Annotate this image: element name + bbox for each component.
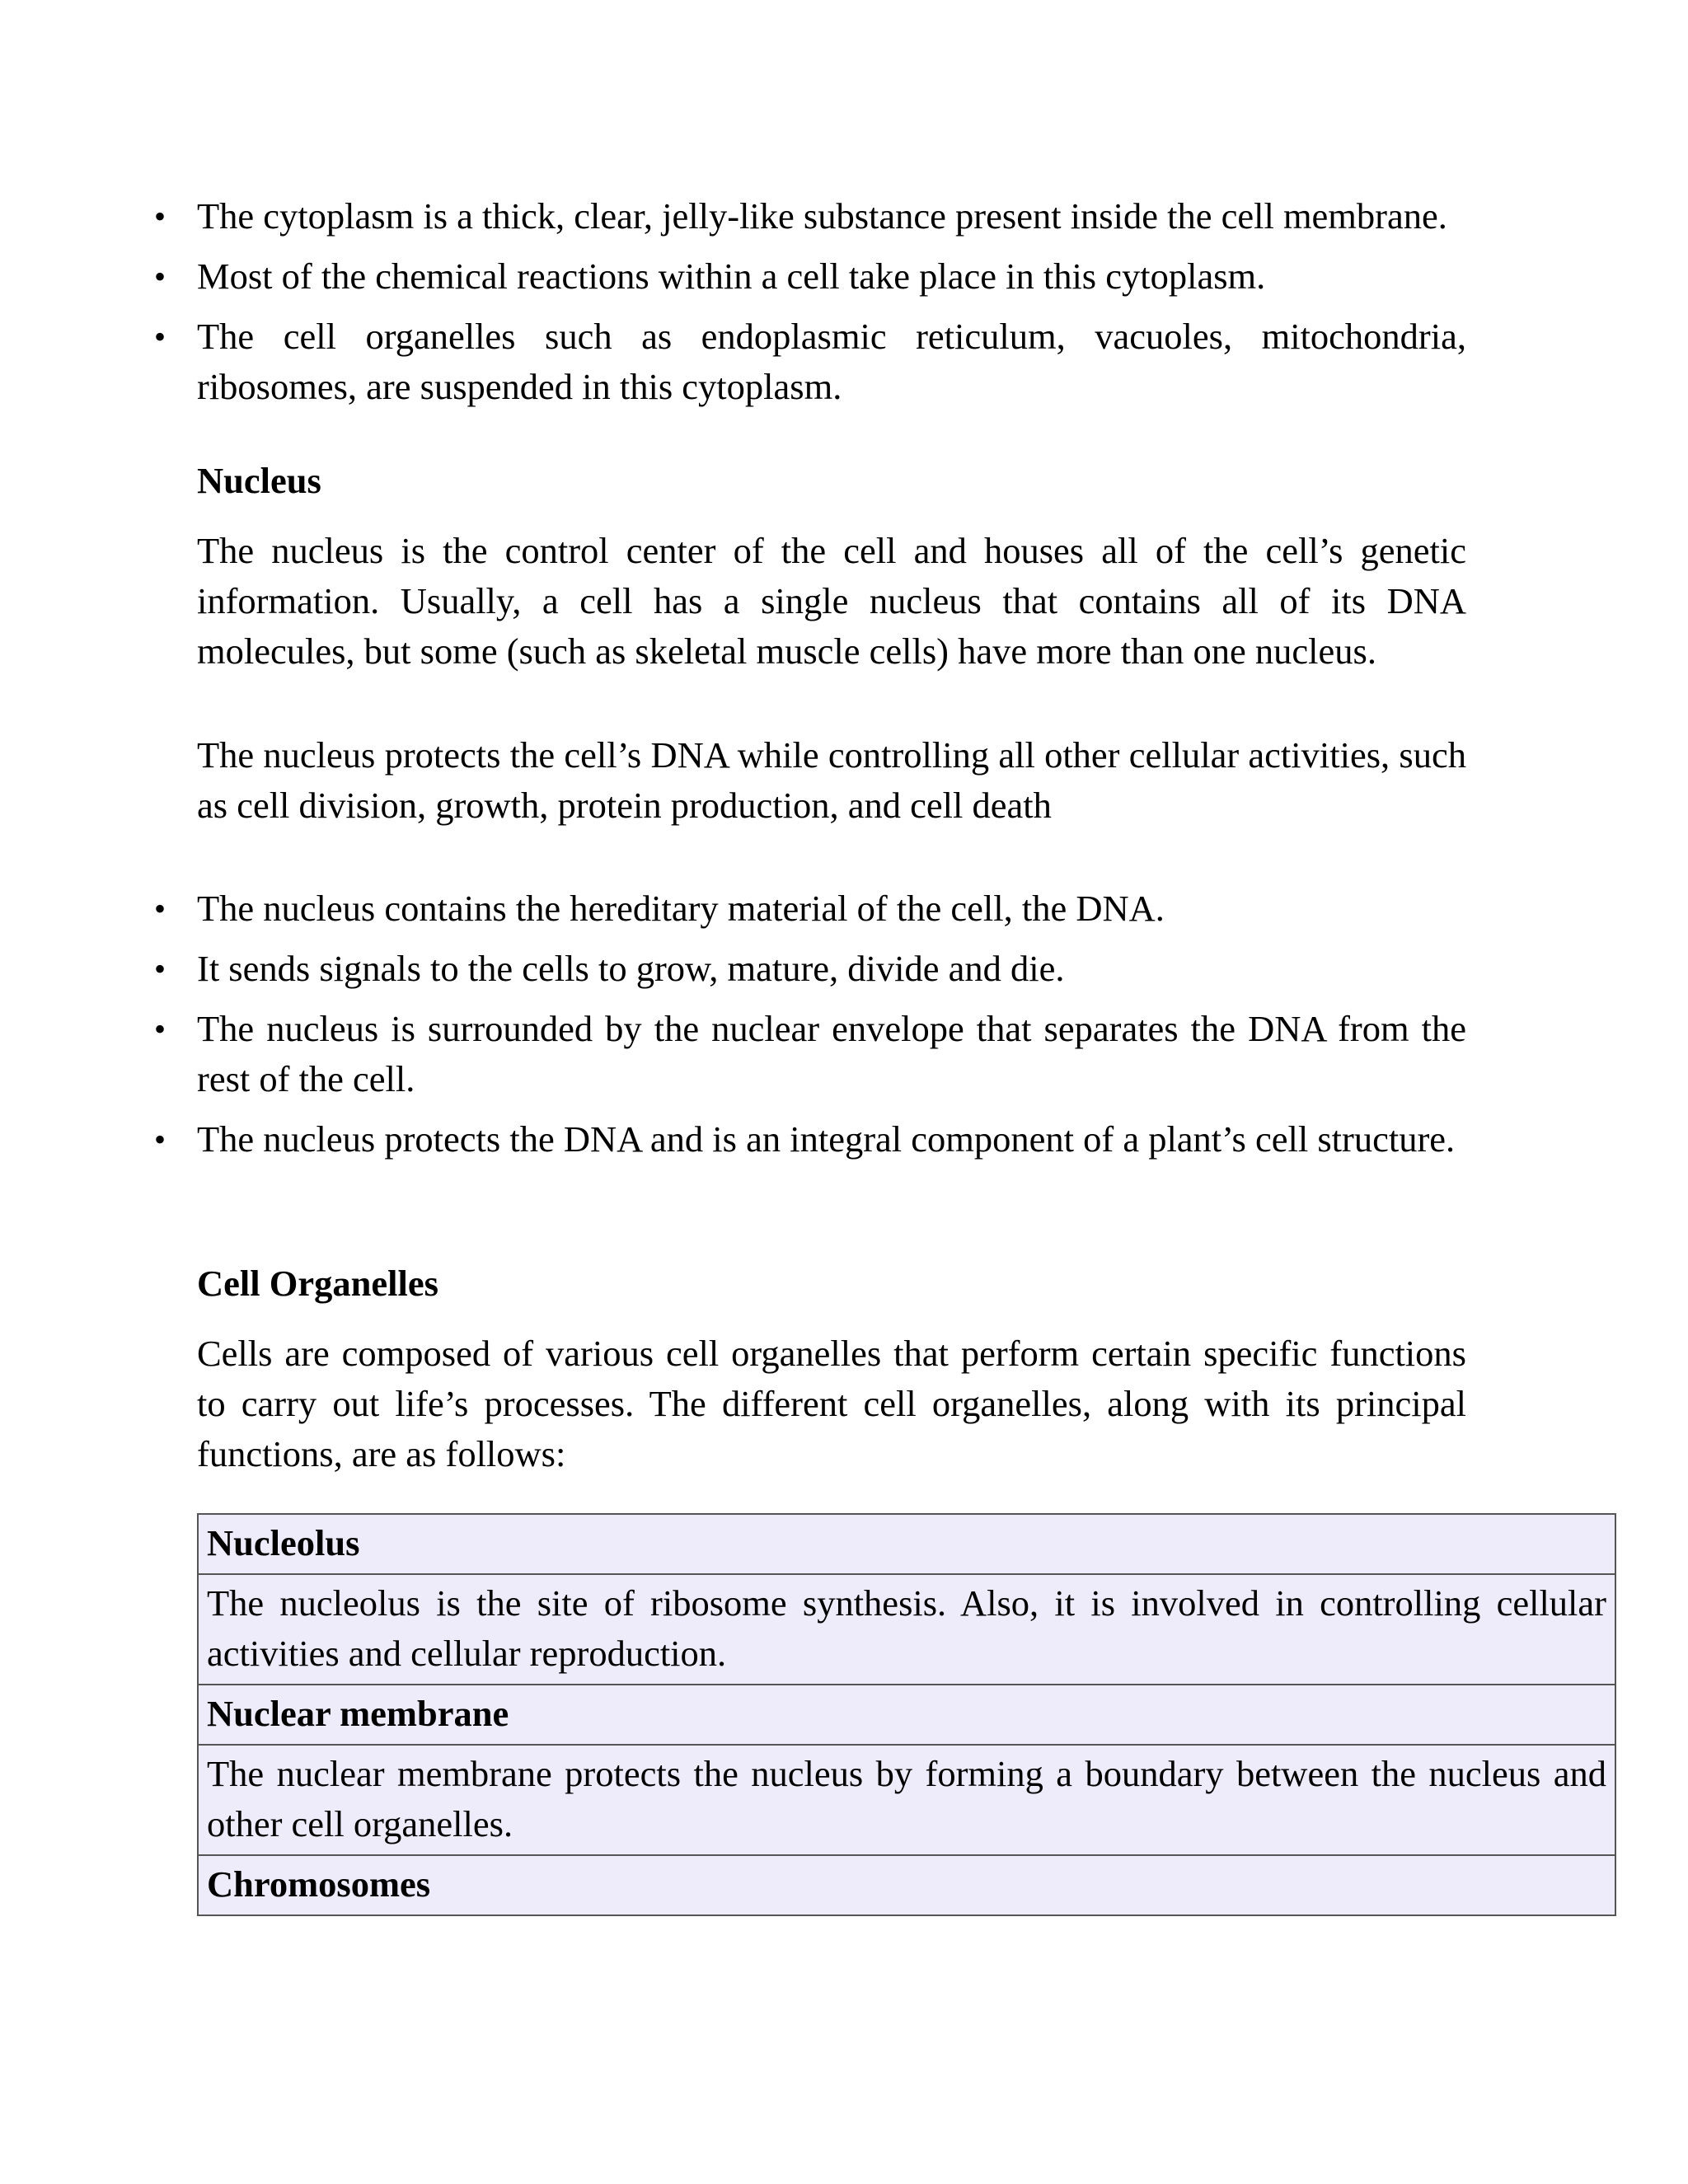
table-row xyxy=(198,1685,1615,1745)
bullet-icon: • xyxy=(153,318,166,355)
bullet-icon: • xyxy=(153,1121,166,1158)
cell-organelles-intro: Cells are composed of various cell organelles that perform certain specific functions to carry out life’s processes. The different cell organelles, along with its principal functions, are as follows: xyxy=(197,1333,1466,1474)
bullet-icon: • xyxy=(153,258,166,295)
nucleus-bullet-text: The nucleus is surrounded by the nuclear envelope that separates the DNA from the rest of the cell. xyxy=(197,1008,1466,1099)
cytoplasm-bullet-text: The cell organelles such as endoplasmic reticulum, vacuoles, mitochondria, ribosomes, are suspended in this cytoplasm. xyxy=(197,316,1466,407)
list-item xyxy=(153,251,1466,302)
bullet-icon: • xyxy=(153,950,166,987)
table-row xyxy=(198,1855,1615,1915)
nucleus-paragraph-1: The nucleus is the control center of the cell and houses all of the cell’s genetic information. Usually, a cell has a single nucleus that contains all of its DNA molecules, but some (such as skeletal muscle cells) have more than one nucleus. xyxy=(197,530,1466,672)
bullet-icon: • xyxy=(153,890,166,927)
table-row xyxy=(198,1745,1615,1855)
organelle-name-cell: Nuclear membrane xyxy=(198,1685,1615,1745)
nucleus-paragraph-2: The nucleus protects the cell’s DNA while controlling all other cellular activities, such as cell division, growth, protein production, and cell death xyxy=(197,734,1466,826)
nucleus-bullet-text: The nucleus protects the DNA and is an integral component of a plant’s cell structure. xyxy=(197,1118,1456,1160)
cytoplasm-bullet-text: Most of the chemical reactions within a cell take place in this cytoplasm. xyxy=(197,255,1266,297)
organelle-description-cell: The nucleolus is the site of ribosome synthesis. Also, it is involved in controlling cellular activities and cellular reproduction. xyxy=(198,1574,1615,1685)
table-row xyxy=(198,1574,1615,1685)
organelle-name-cell: Chromosomes xyxy=(198,1855,1615,1915)
list-item xyxy=(153,883,1466,934)
table-row xyxy=(198,1514,1615,1574)
list-item xyxy=(153,1114,1466,1165)
nucleus-bullet-text: It sends signals to the cells to grow, mature, divide and die. xyxy=(197,948,1065,989)
list-item xyxy=(153,1004,1466,1104)
cytoplasm-bullet-list xyxy=(153,191,1466,412)
organelle-table xyxy=(197,1513,1616,1916)
bullet-icon: • xyxy=(153,1010,166,1047)
organelle-name-cell: Nucleolus xyxy=(198,1514,1615,1574)
nucleus-bullet-list xyxy=(153,883,1466,1165)
organelle-description-cell: The nuclear membrane protects the nucleus by forming a boundary between the nucleus and other cell organelles. xyxy=(198,1745,1615,1855)
list-item xyxy=(153,191,1466,241)
cell-organelles-heading: Cell Organelles xyxy=(197,1263,438,1304)
bullet-icon: • xyxy=(153,198,166,235)
nucleus-bullet-text: The nucleus contains the hereditary material of the cell, the DNA. xyxy=(197,888,1165,929)
list-item xyxy=(153,312,1466,412)
list-item xyxy=(153,944,1466,994)
cytoplasm-bullet-text: The cytoplasm is a thick, clear, jelly-like substance present inside the cell membrane. xyxy=(197,195,1447,237)
nucleus-heading: Nucleus xyxy=(197,460,321,501)
